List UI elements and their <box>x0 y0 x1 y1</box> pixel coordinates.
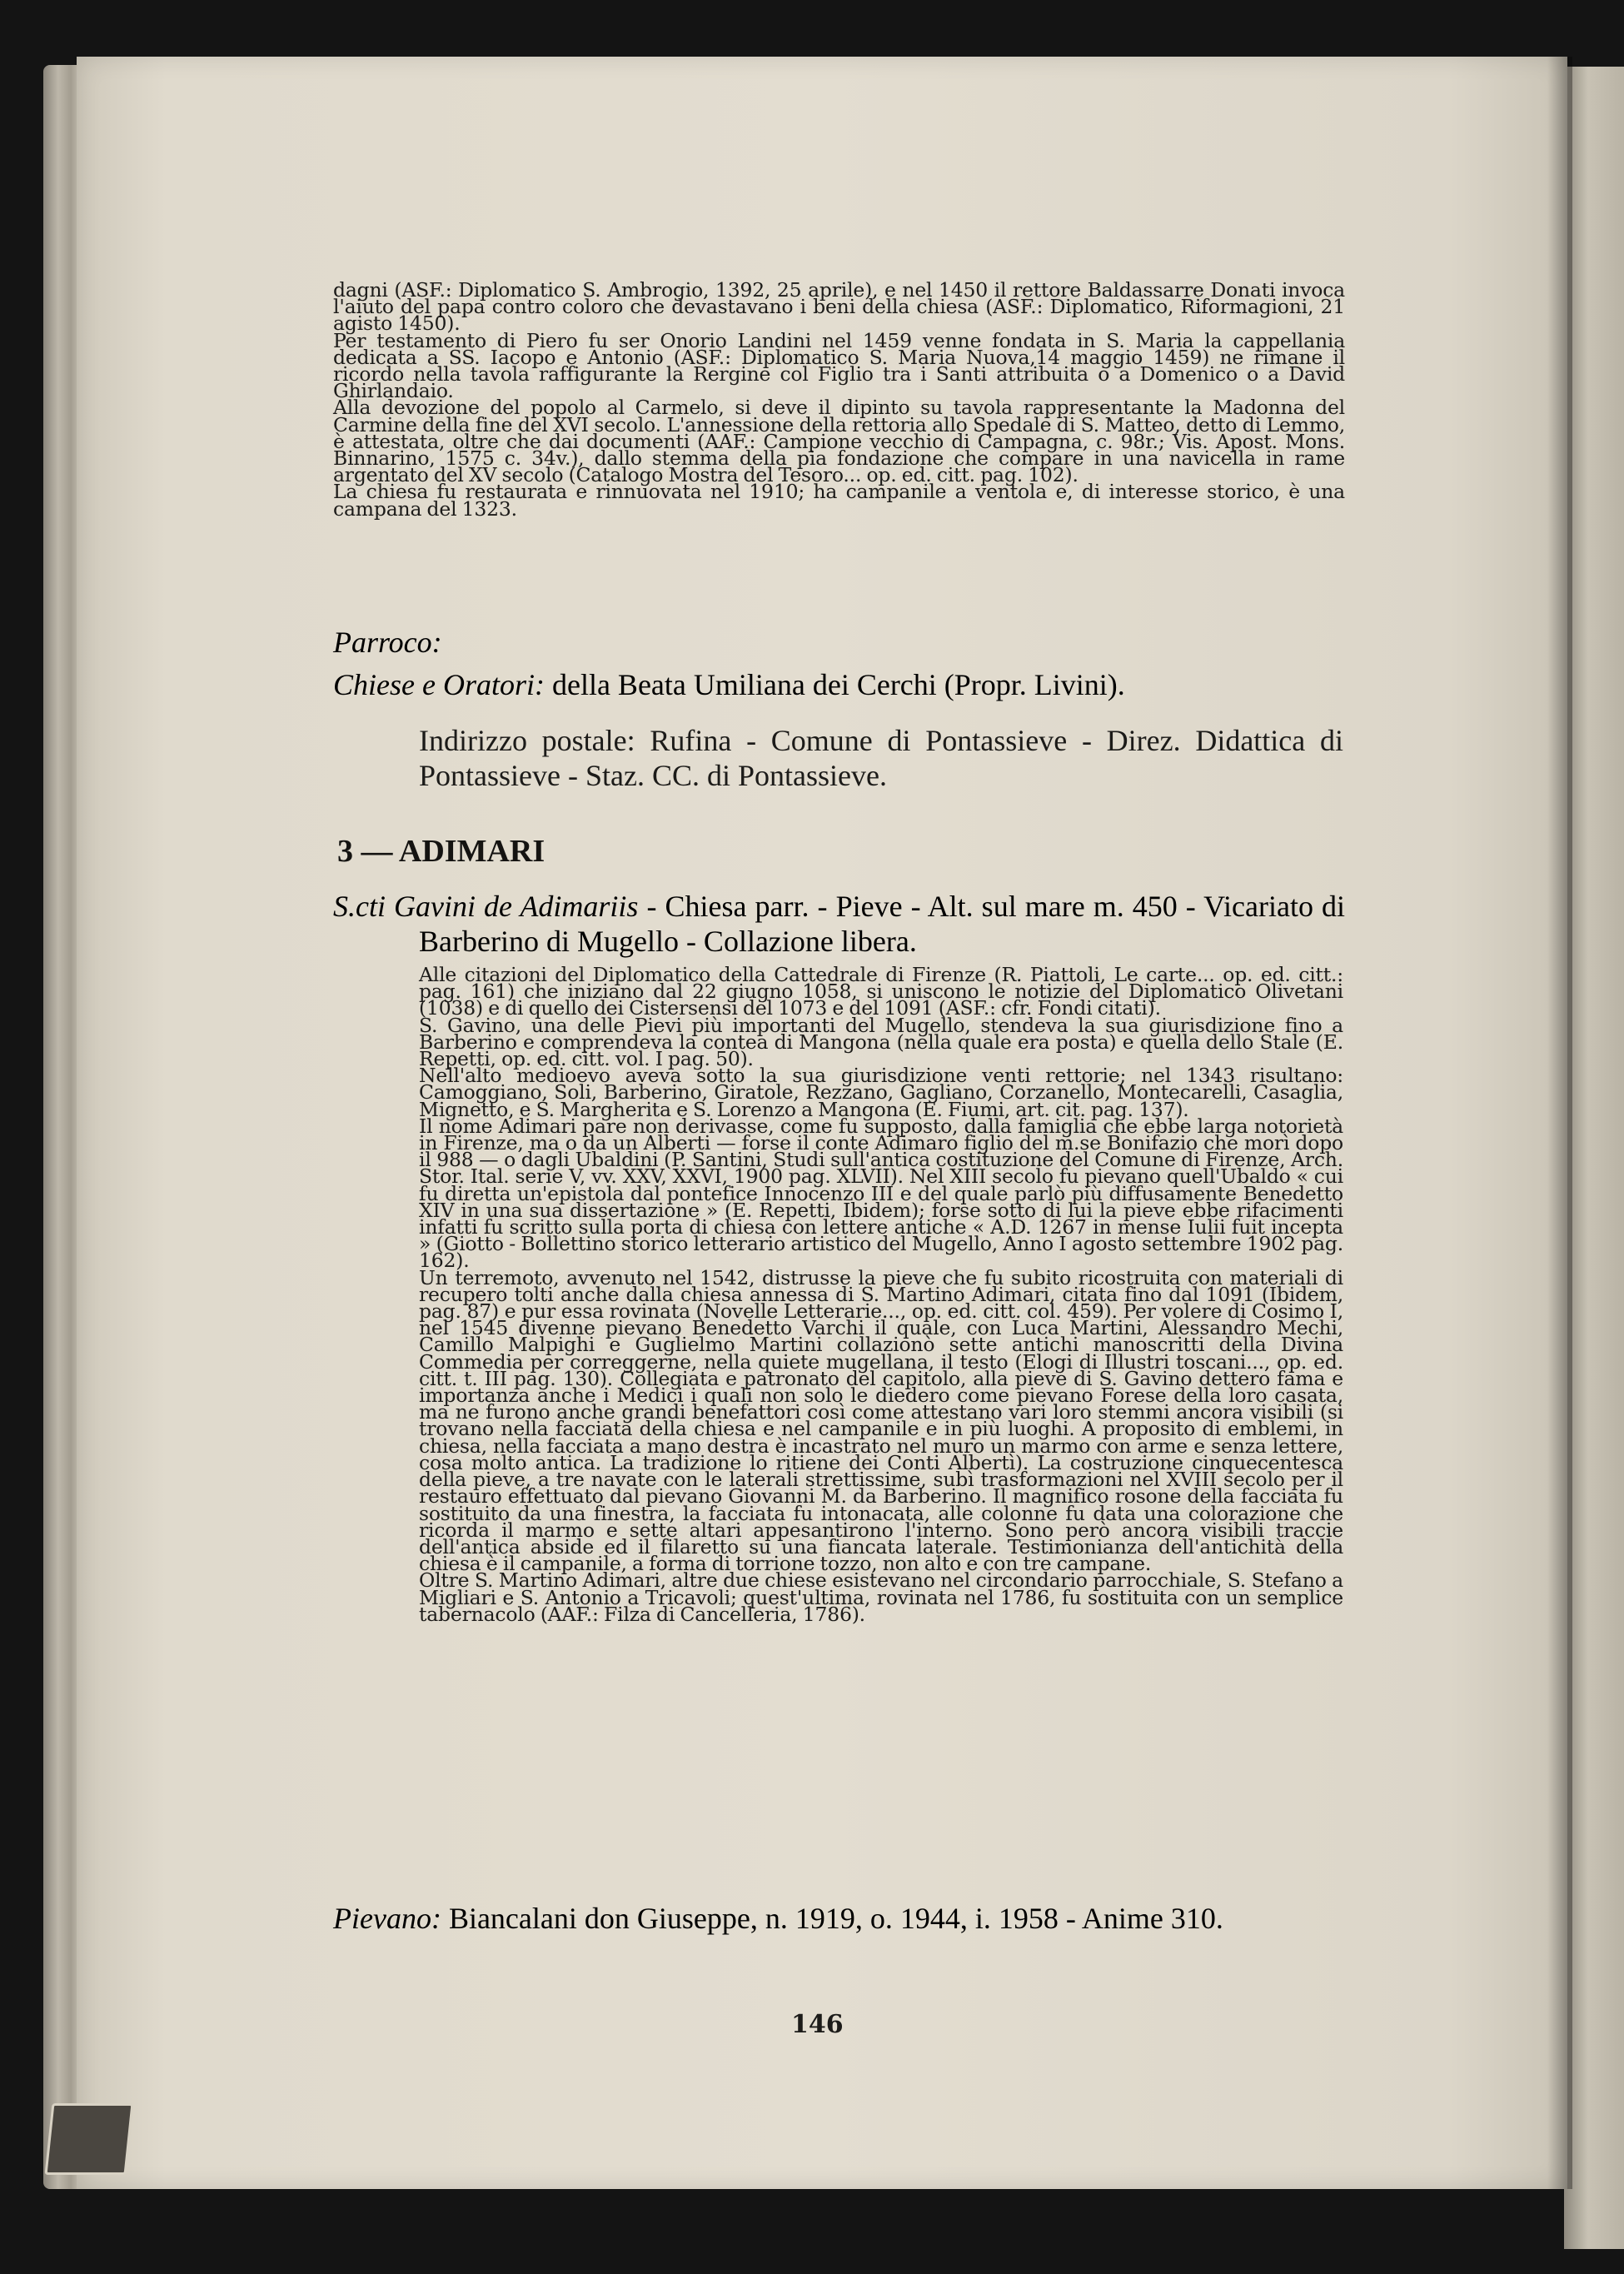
pievano-row <box>333 1901 1345 1936</box>
bookmark-ribbon <box>44 2103 133 2175</box>
body-paragraph: Il nome Adimari pare non derivasse, come fu supposto, dalla famiglia che ebbe larga notorietà in Firenze, ma o da un Alberti — forse il conte Adimaro figlio del m.se Bonifazio che morì dopo il 988 — o dagli Ubaldini (P. Santini, Studi sull'antica costituzione del Comune di Firenze, Arch. Stor. Ital. serie V, vv. XXV, XXVI, 1900 pag. XLVII). Nel XIII secolo fu pievano quell'Ubaldo « cui fu diretta un'epistola dal pontefice Innocenzo III e del quale parlò più diffusamente Benedetto XIV in una sua dissertazione » (E. Repetti, Ibidem); forse sotto di lui la pieve ebbe rifacimenti infatti fu scritto sulla porta di chiesa con lettere antiche « A.D. 1267 in mense Iulii fuit incepta » (Giotto - Bollettino storico letterario artistico del Mugello, Anno I agosto settembre 1902 pag. 162). <box>419 1114 1343 1273</box>
chiese-row <box>333 667 1345 702</box>
top-paragraph: La chiesa fu restaurata e rinnuovata nel 1910; ha campanile a ventola e, di interesse storico, è una campana del 1323. <box>333 480 1345 521</box>
body-paragraph: Un terremoto, avvenuto nel 1542, distrusse la pieve che fu subito ricostruita con materiali di recupero tolti anche dalla chiesa annessa di S. Martino Adimari, citata fino dal 1091 (Ibidem, pag. 87) e pur essa rovinata (Novelle Letterarie..., op. ed. citt. col. 459). Per volere di Cosimo I, nel 1545 divenne pievano Benedetto Varchi il quale, con Luca Martini, Alessandro Mechi, Camillo Malpighi e Guglielmo Martini collazionò sette antichi manoscritti della Divina Commedia per correggerne, nella quiete mugellana, il testo (Elogi di Illustri toscani..., op. ed. citt. t. III pag. 130). Collegiata e patronato del capitolo, alla pieve di S. Gavino dettero fama e importanza anche i Medici i quali non solo le diedero come pievano Forese della loro casata, ma ne furono anche grandi benefattori così come attestano vari loro stemmi ancora visibili (si trovano nella facciata della chiesa e nel campanile e in più luoghi. A proposito di emblemi, in chiesa, nella facciata a mano destra è incastrato nel muro un marmo con arme e senza lettere, cosa molto antica. La tradizione lo ritiene dei Conti Albertì). La costruzione cinquecentesca della pieve, a tre navate con le laterali strettissime, subì trasformazioni nel XVIII secolo per il restauro effettuato dal pievano Giovanni M. da Barberino. Il magnifico rosone della facciata fu sostituito da una finestra, la facciata fu intonacata, alle colonne fu data una colorazione che ricorda il marmo e sette altari appesantirono l'interno. Sono però ancora visibili traccie dell'antica abside ed il filaretto su una fiancata laterale. Testimonianza dell'antichità della chiesa è il campanile, a forma di torrione tozzo, non alto e con tre campane. <box>419 1265 1343 1576</box>
section-title-rest: - Chiesa parr. - Pieve - Alt. sul mare m. 450 - Vicariato di Barberino di Mugello - Collazione libera. <box>419 890 1345 958</box>
chiese-text: della Beata Umiliana dei Cerchi (Propr. Livini). <box>551 668 1125 701</box>
section-heading: 3 — ADIMARI <box>337 834 545 869</box>
body-paragraphs <box>419 963 1343 1626</box>
next-page-edge <box>1564 67 1624 2249</box>
top-paragraphs <box>333 278 1345 521</box>
body-paragraph: S. Gavino, una delle Pievi più importanti del Mugello, stendeva la sua giurisdizione fino a Barberino e comprendeva la contea di Mangona (nella quale era posta) e quella dello Stale (E. Repetti, op. ed. citt. vol. I pag. 50). <box>419 1013 1343 1071</box>
pievano-label: Pievano: <box>333 1902 441 1935</box>
page-number: 146 <box>791 2010 844 2039</box>
body-paragraph: Oltre S. Martino Adimari, altre due chiese esistevano nel circondario parrocchiale, S. Stefano a Migliari e S. Antonio a Tricavoli; quest'ultima, rovinata nel 1786, fu sostituita con un semplice tabernacolo (AAF.: Filza di Cancelleria, 1786). <box>419 1568 1343 1626</box>
section-title <box>333 889 1345 959</box>
chiese-label: Chiese e Oratori: <box>333 668 545 701</box>
pievano-text: Biancalani don Giuseppe, n. 1919, o. 1944, i. 1958 - Anime 310. <box>448 1902 1223 1935</box>
top-paragraph: dagni (ASF.: Diplomatico S. Ambrogio, 1392, 25 aprile), e nel 1450 il rettore Baldassarre Donati invoca l'aiuto del papa contro coloro che devastavano i beni della chiesa (ASF.: Diplomatico, Riformagioni, 21 agisto 1450). <box>333 278 1345 336</box>
top-paragraph: Per testamento di Piero fu ser Onorio Landini nel 1459 venne fondata in S. Maria la cappellania dedicata a SS. Iacopo e Antonio (ASF.: Diplomatico S. Maria Nuova,14 maggio 1459) ne rimane il ricordo nella tavola raffigurante la Rergine col Figlio tra i Santi attribuita o a Domenico o a David Ghirlandaio. <box>333 328 1345 403</box>
section-title-italic: S.cti Gavini de Adimariis <box>333 890 639 923</box>
gutter-shadow <box>1547 57 1572 2189</box>
parroco-label: Parroco: <box>333 626 442 659</box>
body-paragraph: Nell'alto medioevo aveva sotto la sua giurisdizione venti rettorie; nel 1343 risultano: Camoggiano, Soli, Barberino, Giratole, Rezzano, Gagliano, Corzanello, Montecarelli, Casaglia, Mignetto, e S. Margherita e S. Lorenzo a Mangona (E. Fiumi, art. cit. pag. 137). <box>419 1064 1343 1121</box>
body-paragraph: Alle citazioni del Diplomatico della Cattedrale di Firenze (R. Piattoli, Le carte... op. ed. citt.: pag. 161) che iniziano dal 22 giugno 1058, si uniscono le notizie del Diplomatico Olivetani (1038) e di quello dei Cistersensi del 1073 e del 1091 (ASF.: cfr. Fondi citati). <box>419 963 1343 1020</box>
indirizzo-postale: Indirizzo postale: Rufina - Comune di Pontassieve - Direz. Didattica di Pontassieve - Staz. CC. di Pontassieve. <box>419 724 1343 792</box>
top-paragraph: Alla devozione del popolo al Carmelo, si deve il dipinto su tavola rappresentante la Madonna del Carmine della fine del XVI secolo. L'annessione della rettoria allo Spedale di S. Matteo, detto di Lemmo, è attestata, oltre che dai documenti (AAF.: Campione vecchio di Campagna, c. 98r.; Vis. Apost. Mons. Binnarino, 1575 c. 34v.), dallo stemma della pia fondazione che compare in una navicella in rame argentato del XV secolo (Catalogo Mostra del Tesoro... op. ed. citt. pag. 102). <box>333 396 1345 487</box>
